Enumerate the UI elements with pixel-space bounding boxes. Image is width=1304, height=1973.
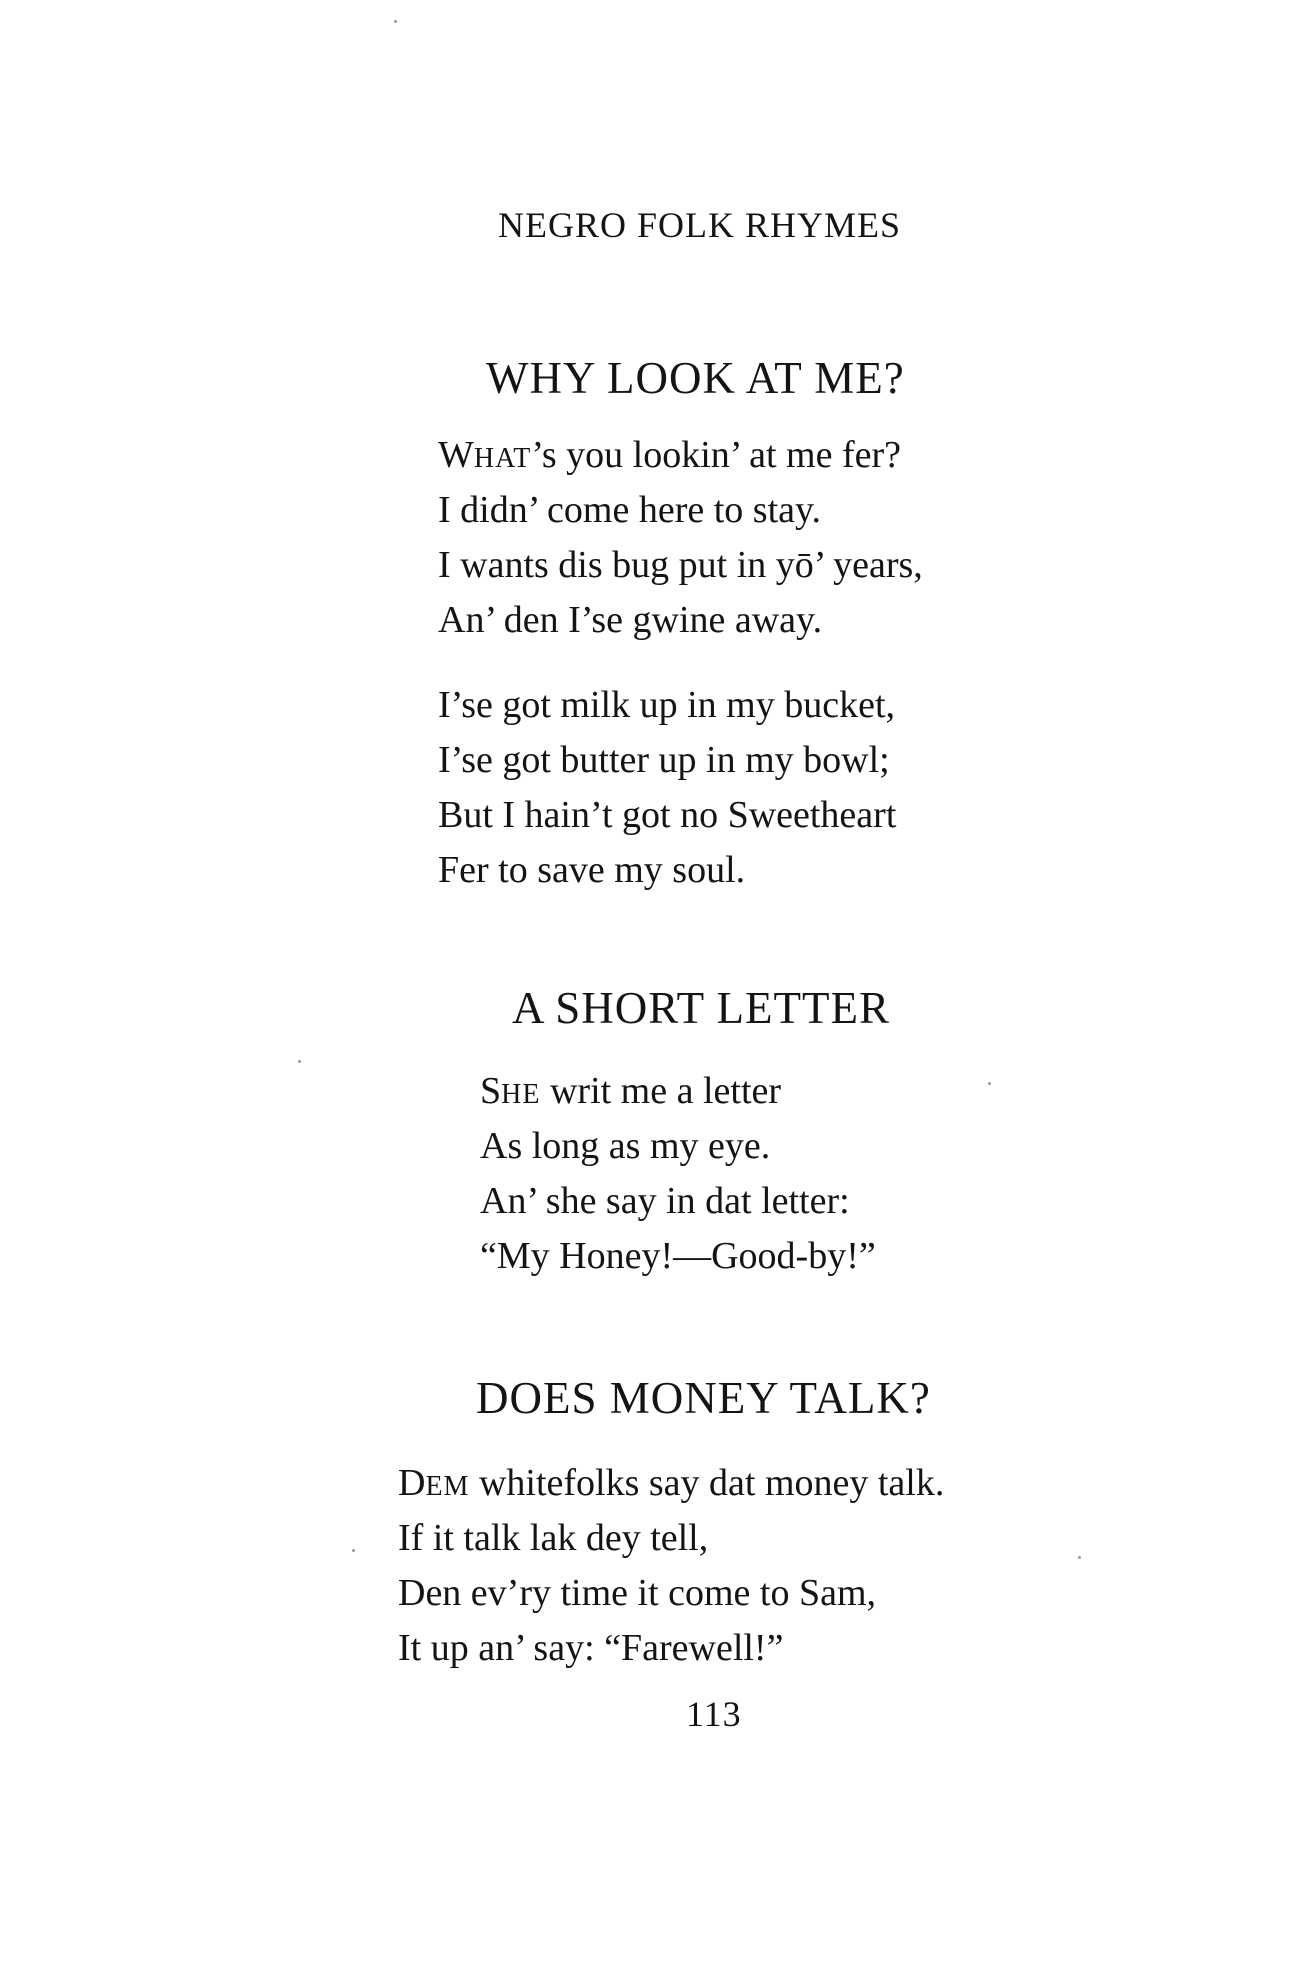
poem-1-stanza-2	[438, 678, 896, 898]
poem-line: As long as my eye.	[480, 1125, 771, 1167]
poem-line: I’se got butter up in my bowl;	[438, 739, 890, 781]
poem-3-stanza-1	[398, 1456, 944, 1676]
page-number: 113	[686, 1694, 742, 1734]
poem-line: Fer to save my soul.	[438, 849, 746, 891]
poem-line: An’ she say in dat letter:	[480, 1180, 850, 1222]
poem-line: I wants dis bug put in yō’ years,	[438, 544, 923, 586]
poem-line: I didn’ come here to stay.	[438, 489, 822, 531]
poem-line: But I hain’t got no Sweetheart	[438, 794, 897, 836]
scan-speck	[988, 1082, 991, 1085]
scan-speck	[298, 1060, 301, 1063]
poem-title-why-look-at-me: WHY LOOK AT ME?	[486, 353, 905, 403]
running-head: NEGRO FOLK RHYMES	[498, 205, 902, 245]
poem-line: “My Honey!—Good-by!”	[480, 1235, 876, 1277]
poem-line: SHE writ me a letter	[480, 1070, 782, 1112]
poem-line: WHAT’s you lookin’ at me fer?	[438, 434, 902, 476]
scan-speck	[352, 1549, 355, 1552]
scan-speck	[1078, 1556, 1081, 1559]
poem-title-does-money-talk: DOES MONEY TALK?	[476, 1373, 931, 1423]
poem-line: DEM whitefolks say dat money talk.	[398, 1462, 945, 1504]
scan-speck	[394, 20, 397, 23]
poem-line: If it talk lak dey tell,	[398, 1517, 709, 1559]
poem-title-a-short-letter: A SHORT LETTER	[512, 983, 890, 1033]
poem-line: Den ev’ry time it come to Sam,	[398, 1572, 877, 1614]
poem-line: I’se got milk up in my bucket,	[438, 684, 896, 726]
poem-line: An’ den I’se gwine away.	[438, 599, 823, 641]
poem-2-stanza-1	[480, 1064, 876, 1284]
poem-line: It up an’ say: “Farewell!”	[398, 1627, 784, 1669]
poem-1-stanza-1	[438, 428, 923, 648]
